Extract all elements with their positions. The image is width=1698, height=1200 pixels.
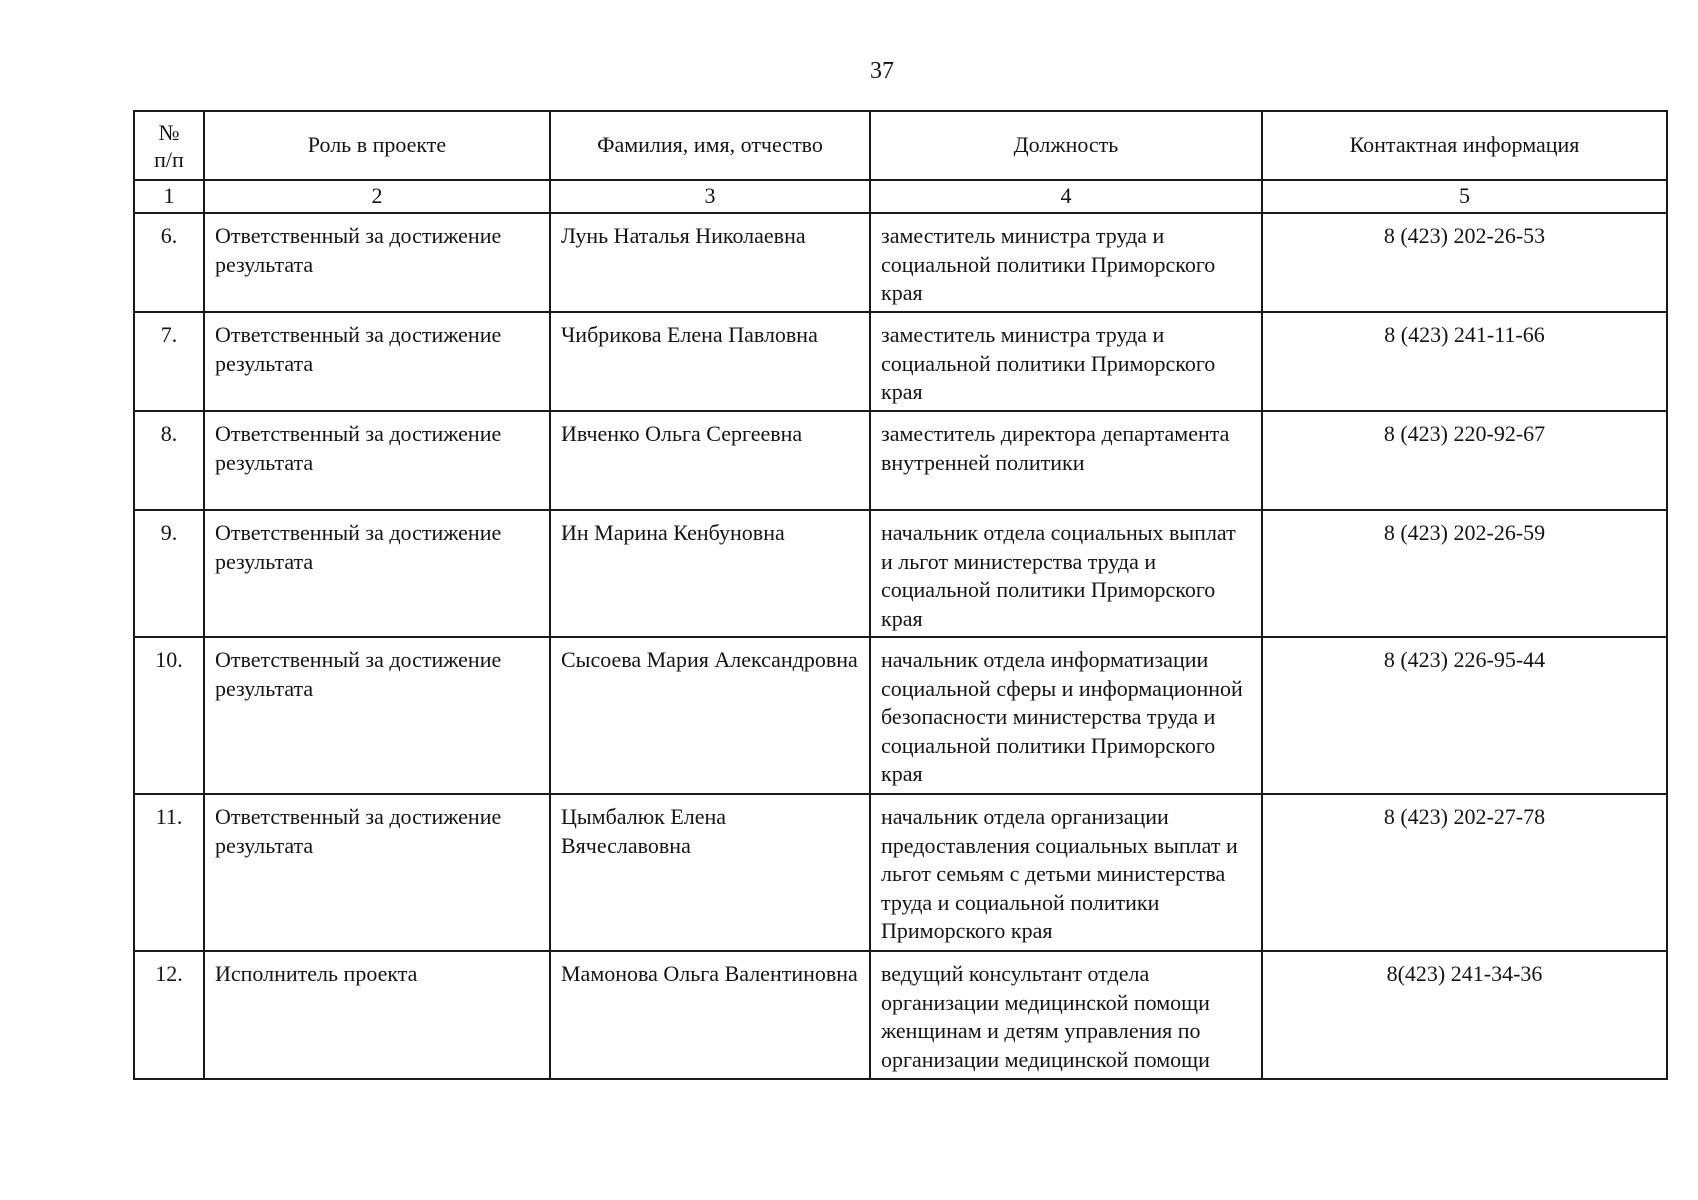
row-role: Ответственный за достижение результата: [204, 510, 550, 637]
row-number: 11.: [134, 794, 204, 951]
header-no-line1: №: [158, 119, 180, 145]
row-number: 9.: [134, 510, 204, 637]
column-number: 4: [870, 180, 1262, 213]
row-contact: 8 (423) 202-26-53: [1262, 213, 1667, 312]
row-number: 6.: [134, 213, 204, 312]
row-name: Ивченко Ольга Сергеевна: [550, 411, 870, 510]
column-number: 5: [1262, 180, 1667, 213]
table-row: [134, 213, 1667, 312]
header-no: [134, 111, 204, 180]
header-role: Роль в проекте: [204, 111, 550, 180]
row-role: Ответственный за достижение результата: [204, 213, 550, 312]
row-position: ведущий консультант отдела организации медицинской помощи женщинам и детям управления по организации медицинской помощи: [870, 951, 1262, 1079]
row-position: заместитель директора департамента внутренней политики: [870, 411, 1262, 510]
row-position: начальник отдела информатизации социальной сферы и информационной безопасности министерства труда и социальной политики Приморского края: [870, 637, 1262, 794]
header-name: Фамилия, имя, отчество: [550, 111, 870, 180]
header-position: Должность: [870, 111, 1262, 180]
row-number: 8.: [134, 411, 204, 510]
row-position: заместитель министра труда и социальной политики Приморского края: [870, 312, 1262, 411]
table-row: [134, 951, 1667, 1079]
row-number: 10.: [134, 637, 204, 794]
row-name: Лунь Наталья Николаевна: [550, 213, 870, 312]
row-role: Ответственный за достижение результата: [204, 637, 550, 794]
table-row: [134, 312, 1667, 411]
header-no-line2: п/п: [154, 146, 184, 172]
row-name: Чибрикова Елена Павловна: [550, 312, 870, 411]
row-contact: 8 (423) 226-95-44: [1262, 637, 1667, 794]
row-contact: 8 (423) 220-92-67: [1262, 411, 1667, 510]
project-team-table: [133, 110, 1668, 1080]
table-row: [134, 794, 1667, 951]
column-number-row: [134, 180, 1667, 213]
row-role: Ответственный за достижение результата: [204, 312, 550, 411]
row-contact: 8(423) 241-34-36: [1262, 951, 1667, 1079]
row-role: Исполнитель проекта: [204, 951, 550, 1079]
column-number: 1: [134, 180, 204, 213]
column-number: 2: [204, 180, 550, 213]
row-role: Ответственный за достижение результата: [204, 794, 550, 951]
page-number: 37: [870, 58, 894, 84]
table-row: [134, 411, 1667, 510]
row-name: Сысоева Мария Александровна: [550, 637, 870, 794]
table-row: [134, 510, 1667, 637]
row-name: Ин Марина Кенбуновна: [550, 510, 870, 637]
row-position: заместитель министра труда и социальной политики Приморского края: [870, 213, 1262, 312]
row-role: Ответственный за достижение результата: [204, 411, 550, 510]
column-number: 3: [550, 180, 870, 213]
row-contact: 8 (423) 241-11-66: [1262, 312, 1667, 411]
row-number: 12.: [134, 951, 204, 1079]
row-contact: 8 (423) 202-27-78: [1262, 794, 1667, 951]
header-row: [134, 111, 1667, 180]
row-position: начальник отдела организации предоставления социальных выплат и льгот семьям с детьми министерства труда и социальной политики Приморского края: [870, 794, 1262, 951]
header-contact: Контактная информация: [1262, 111, 1667, 180]
table-row: [134, 637, 1667, 794]
row-name: Мамонова Ольга Валентиновна: [550, 951, 870, 1079]
row-number: 7.: [134, 312, 204, 411]
row-position: начальник отдела социальных выплат и льгот министерства труда и социальной политики Приморского края: [870, 510, 1262, 637]
row-contact: 8 (423) 202-26-59: [1262, 510, 1667, 637]
row-name: Цымбалюк Елена Вячеславовна: [550, 794, 870, 951]
